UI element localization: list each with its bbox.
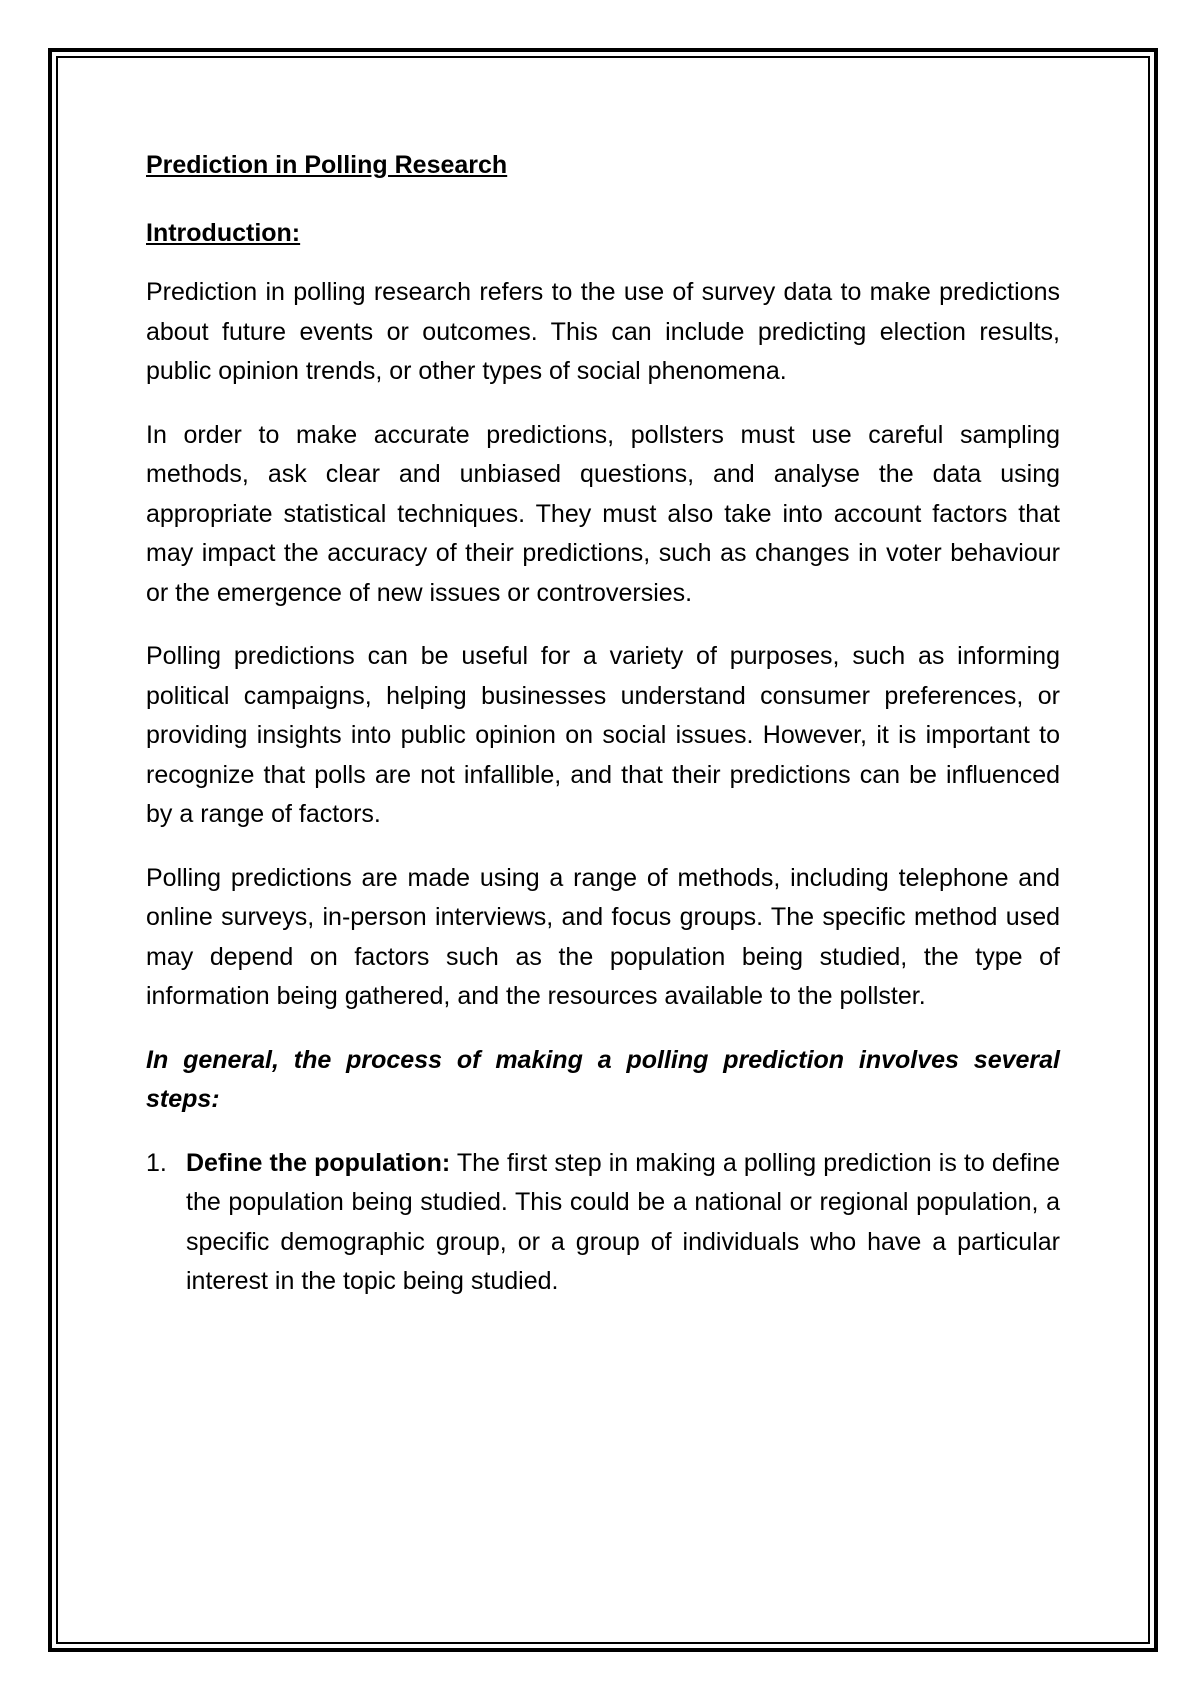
document-title: Prediction in Polling Research (146, 151, 508, 179)
step-text: The first step in making a polling prediction is to define the population being studied. This could be a national or regional population, a specific demographic group, or a group of individuals who have a particular interest in the topic being studied. (186, 1148, 1061, 1295)
step-number: 1. (146, 1148, 167, 1177)
step-term: Define the population: (186, 1148, 451, 1177)
paragraph-uses: Polling predictions can be useful for a variety of purposes, such as informing political campaigns, helping businesses understand consumer preferences, or providing insights into public opinion on social issues. However, it is important to recognize that polls are not infallible, and that their predictions can be influenced by a range of factors. (146, 642, 1060, 828)
steps-intro: In general, the process of making a polling prediction involves several steps: (146, 1045, 1060, 1113)
list-item (146, 1144, 1060, 1302)
document-body (146, 146, 1060, 1302)
paragraph-definition: Prediction in polling research refers to the use of survey data to make predictions about future events or outcomes. This can include predicting election results, public opinion trends, or other types of social phenomena. (146, 278, 1060, 385)
paragraph-methods: Polling predictions are made using a range of methods, including telephone and online surveys, in-person interviews, and focus groups. The specific method used may depend on factors such as the population being studied, the type of information being gathered, and the resources available to the pollster. (146, 863, 1060, 1010)
paragraph-accuracy: In order to make accurate predictions, pollsters must use careful sampling methods, ask clear and unbiased questions, and analyse the data using appropriate statistical techniques. They must also take into account factors that may impact the accuracy of their predictions, such as changes in voter behaviour or the emergence of new issues or controversies. (146, 420, 1060, 607)
introduction-heading: Introduction: (146, 219, 301, 247)
